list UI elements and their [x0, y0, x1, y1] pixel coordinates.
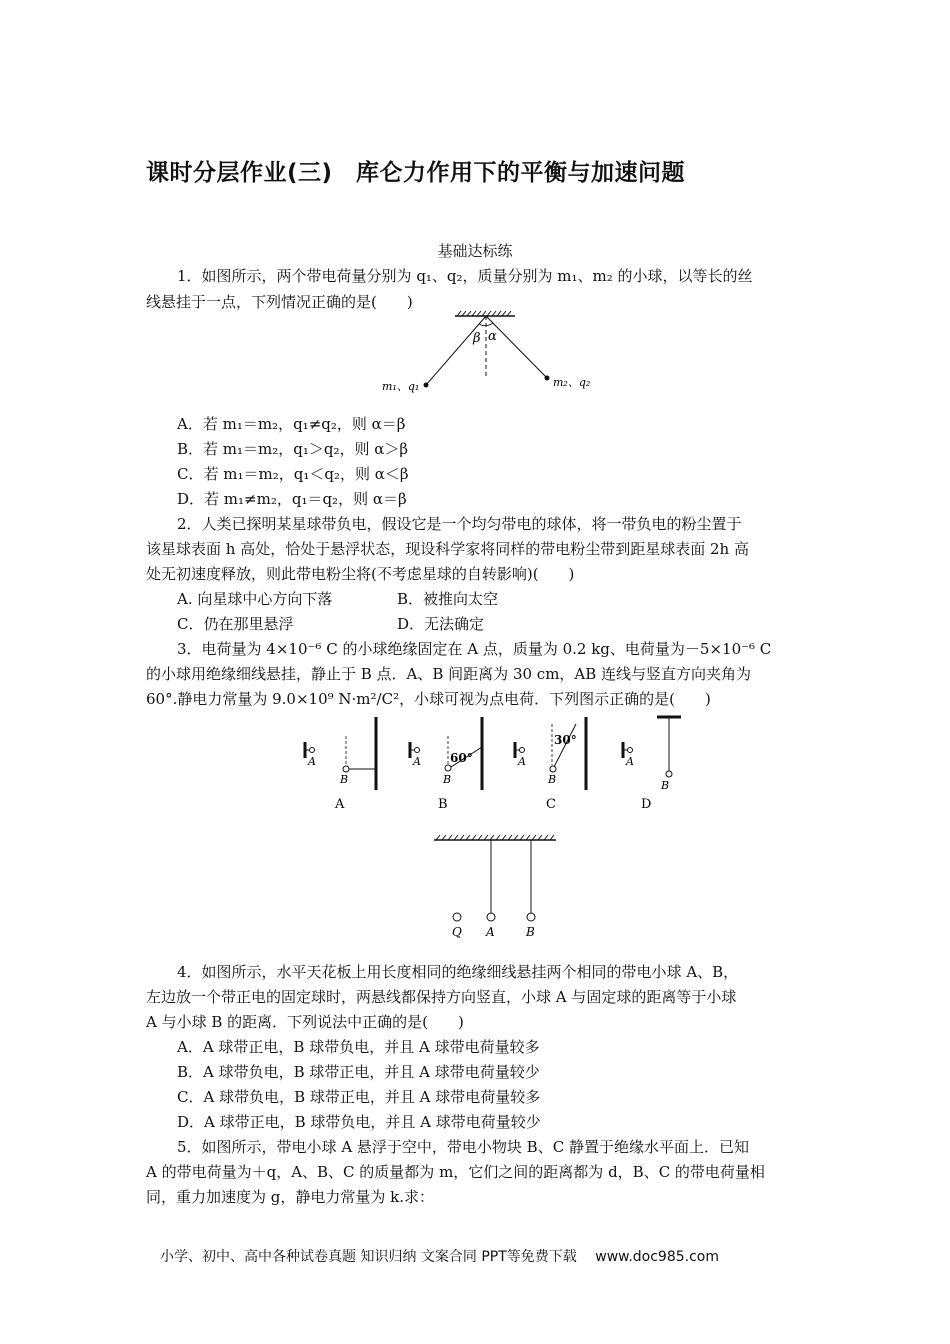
q2-option-b: B．被推向太空 — [397, 590, 499, 608]
q3a-label-a: A — [308, 755, 316, 768]
q2-option-d: D．无法确定 — [397, 615, 485, 633]
q2-option-c: C．仍在那里悬浮 — [177, 615, 294, 633]
q1-option-d: D．若 m₁≠m₂，q₁＝q₂，则 α＝β — [177, 490, 407, 508]
page-title: 课时分层作业(三) 库仑力作用下的平衡与加速问题 — [146, 160, 686, 186]
q4-option-d: D．A 球带正电，B 球带负电，并且 A 球带电荷量较少 — [177, 1113, 541, 1131]
q3c-label-a: A — [518, 755, 526, 768]
q1-line2: 线悬挂于一点，下列情况正确的是( ) — [146, 293, 413, 311]
q3b-label-b: B — [443, 773, 452, 786]
q3c-label-b: B — [548, 773, 557, 786]
q4-ball-q — [453, 913, 461, 921]
q5-line1: 5．如图所示，带电小球 A 悬浮于空中，带电小物块 B、C 静置于绝缘水平面上．已知 — [177, 1138, 749, 1156]
q4-option-a: A．A 球带正电，B 球带负电，并且 A 球带电荷量较多 — [177, 1038, 540, 1056]
section-title: 基础达标练 — [437, 242, 513, 260]
q1-left-label: m₁、q₁ — [382, 380, 420, 393]
q3a-label-b: B — [340, 773, 349, 786]
footer-site-link[interactable]: www.doc985.com — [595, 1249, 719, 1265]
q4-label-q: Q — [452, 925, 462, 939]
q4-figure — [430, 832, 560, 944]
q1-figure — [380, 310, 610, 400]
q3-figure — [290, 712, 710, 817]
q1-ball-left — [424, 383, 429, 388]
q5-line2: A 的带电荷量为＋q，A、B、C 的质量都为 m，它们之间的距离都为 d，B、C 的带电荷量相 — [146, 1163, 765, 1181]
q2-line1: 2．人类已探明某星球带负电，假设它是一个均匀带电的球体，将一带负电的粉尘置于 — [177, 515, 742, 533]
q3b-angle: 60° — [450, 751, 473, 765]
q3-label-b: B — [438, 797, 448, 812]
q4-line1: 4．如图所示，水平天花板上用长度相同的绝缘细线悬挂两个相同的带电小球 A、B， — [177, 963, 739, 981]
q4-label-a: A — [486, 925, 495, 939]
q3b-label-a: A — [413, 755, 421, 768]
q3-line3: 60°.静电力常量为 9.0×10⁹ N·m²/C²，小球可视为点电荷．下列图示正确的是( ) — [146, 690, 711, 708]
q3d-label-b: B — [661, 779, 670, 792]
q4-ball-a — [487, 913, 495, 921]
q1-beta-label: β — [473, 331, 481, 346]
q3d-label-a: A — [626, 755, 634, 768]
q3-option-a-diagram — [305, 717, 376, 812]
q3-line1: 3．电荷量为 4×10⁻⁶ C 的小球绝缘固定在 A 点，质量为 0.2 kg、电荷量为－5×10⁻⁶ C — [177, 640, 772, 658]
q3-label-d: D — [641, 797, 652, 812]
q1-ball-right — [545, 376, 550, 381]
q3-label-c: C — [546, 797, 556, 812]
q2-option-a: A. 向星球中心方向下落 — [177, 590, 333, 608]
q5-line3: 同，重力加速度为 g，静电力常量为 k.求： — [146, 1188, 434, 1206]
q1-right-label: m₂、q₂ — [553, 376, 591, 389]
q4-line3: A 与小球 B 的距离．下列说法中正确的是( ) — [146, 1013, 464, 1031]
footer-text: 小学、初中、高中各种试卷真题 知识归纳 文案合同 PPT等免费下载 — [160, 1249, 577, 1265]
q3-label-a: A — [335, 797, 345, 812]
q4-option-c: C．A 球带负电，B 球带正电，并且 A 球带电荷量较多 — [177, 1088, 541, 1106]
footer — [160, 1246, 733, 1266]
q4-line2: 左边放一个带正电的固定球时，两悬线都保持方向竖直，小球 A 与固定球的距离等于小球 — [146, 988, 737, 1006]
q3-option-c-diagram — [515, 717, 586, 812]
q2-line2: 该星球表面 h 高处，恰处于悬浮状态，现设科学家将同样的带电粉尘带到距星球表面 2h 高 — [146, 540, 749, 558]
q1-alpha-label: α — [488, 329, 497, 344]
q1-option-b: B．若 m₁＝m₂，q₁＞q₂，则 α＞β — [177, 440, 409, 458]
q4-label-b: B — [526, 925, 535, 939]
q1-option-a: A．若 m₁＝m₂，q₁≠q₂，则 α＝β — [177, 415, 406, 433]
q1-option-c: C．若 m₁＝m₂，q₁＜q₂，则 α＜β — [177, 465, 409, 483]
q4-ball-b — [527, 913, 535, 921]
q1-line1: 1．如图所示，两个带电荷量分别为 q₁、q₂，质量分别为 m₁、m₂ 的小球，以等长的丝 — [177, 267, 753, 285]
q3-line2: 的小球用绝缘细线悬挂，静止于 B 点．A、B 间距离为 30 cm，AB 连线与竖直方向夹角为 — [146, 665, 752, 683]
q3-option-d-diagram — [623, 717, 681, 812]
q3-option-b-diagram — [410, 717, 482, 812]
q4-option-b: B．A 球带负电，B 球带正电，并且 A 球带电荷量较少 — [177, 1063, 540, 1081]
q3c-angle: 30° — [554, 733, 577, 747]
q2-line3: 处无初速度释放，则此带电粉尘将(不考虑星球的自转影响)( ) — [146, 565, 575, 583]
